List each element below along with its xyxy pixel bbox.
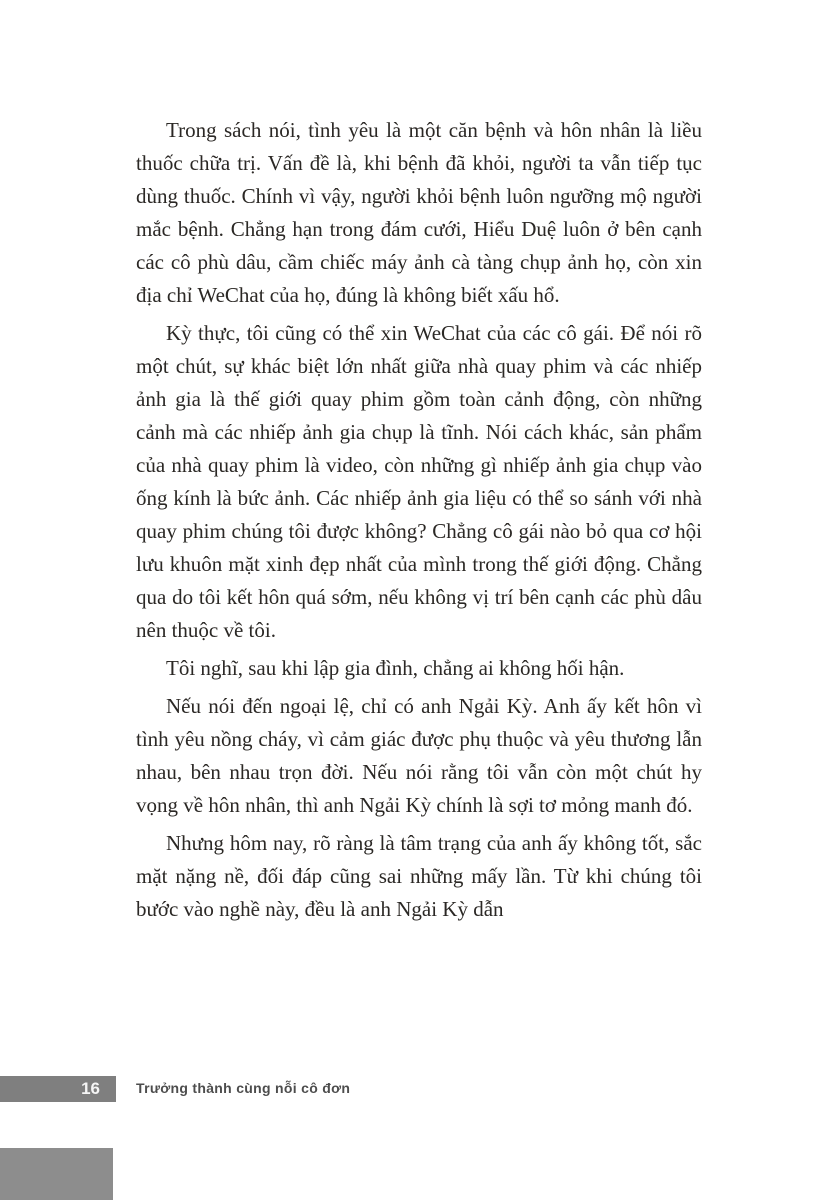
- paragraph: Trong sách nói, tình yêu là một căn bệnh và hôn nhân là liều thuốc chữa trị. Vấn đề là, khi bệnh đã khỏi, người ta vẫn tiếp tục dùng thuốc. Chính vì vậy, người khỏi bệnh luôn ngưỡng mộ người mắc bệnh. Chẳng hạn trong đám cưới, Hiểu Duệ luôn ở bên cạnh các cô phù dâu, cầm chiếc máy ảnh cà tàng chụp ảnh họ, còn xin địa chỉ WeChat của họ, đúng là không biết xấu hổ.: [136, 118, 702, 307]
- book-title: Trưởng thành cùng nỗi cô đơn: [136, 1080, 351, 1096]
- page-number: 16: [81, 1079, 100, 1098]
- paragraph: Nếu nói đến ngoại lệ, chỉ có anh Ngải Kỳ. Anh ấy kết hôn vì tình yêu nồng cháy, vì cảm giác được phụ thuộc và yêu thương lẫn nhau, bên nhau trọn đời. Nếu nói rằng tôi vẫn còn một chút hy vọng về hôn nhân, thì anh Ngải Kỳ chính là sợi tơ mỏng manh đó.: [136, 694, 702, 817]
- page-number-badge: [0, 1076, 116, 1102]
- corner-decoration-block: [0, 1148, 113, 1200]
- paragraph: Nhưng hôm nay, rõ ràng là tâm trạng của anh ấy không tốt, sắc mặt nặng nề, đối đáp cũng sai những mấy lần. Từ khi chúng tôi bước vào nghề này, đều là anh Ngải Kỳ dẫn: [136, 831, 702, 921]
- page-footer: [0, 1076, 813, 1103]
- paragraph: Kỳ thực, tôi cũng có thể xin WeChat của các cô gái. Để nói rõ một chút, sự khác biệt lớn nhất giữa nhà quay phim và các nhiếp ảnh gia là thế giới quay phim gồm toàn cảnh động, còn những cảnh mà các nhiếp ảnh gia chụp là tĩnh. Nói cách khác, sản phẩm của nhà quay phim là video, còn những gì nhiếp ảnh gia chụp vào ống kính là bức ảnh. Các nhiếp ảnh gia liệu có thể so sánh với nhà quay phim chúng tôi được không? Chẳng cô gái nào bỏ qua cơ hội lưu khuôn mặt xinh đẹp nhất của mình trong thế giới động. Chẳng qua do tôi kết hôn quá sớm, nếu không vị trí bên cạnh các phù dâu nên thuộc về tôi.: [136, 321, 702, 642]
- page-body-text: [136, 114, 702, 931]
- paragraph: Tôi nghĩ, sau khi lập gia đình, chẳng ai không hối hận.: [166, 656, 625, 680]
